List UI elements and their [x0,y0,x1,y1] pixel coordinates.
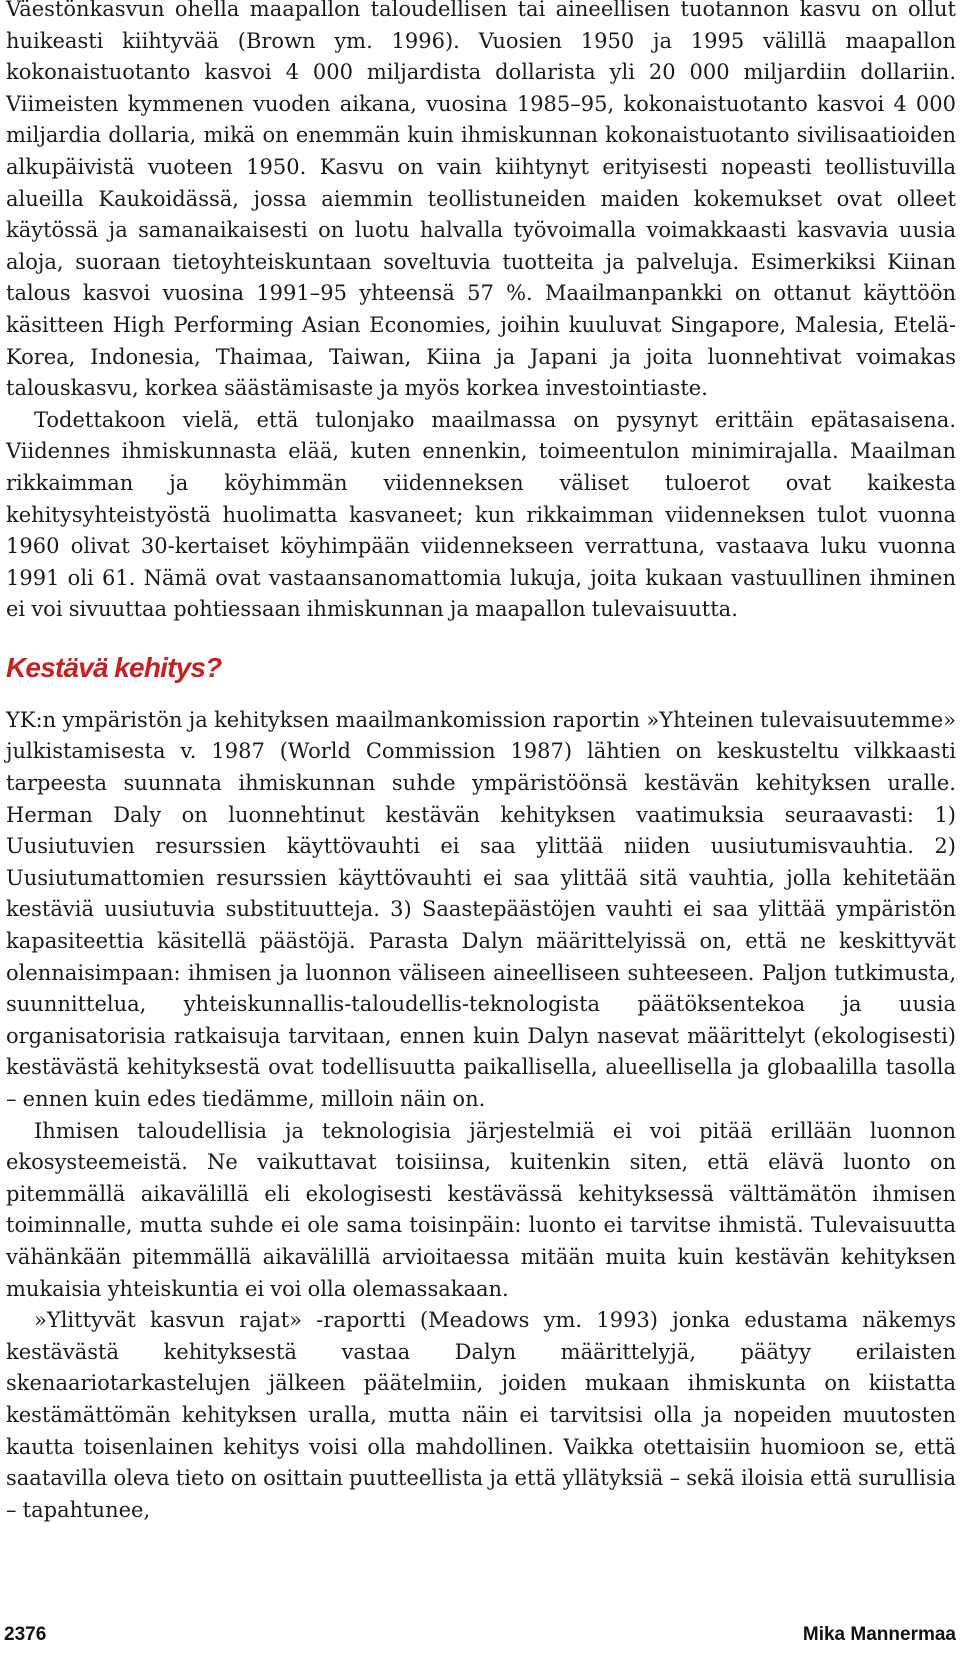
paragraph-population-growth: Väestönkasvun ohella maapallon taloudellisen tai aineellisen tuotannon kasvu on ollut huikeasti kiihtyvää (Brown ym. 1996). Vuosien 1950 ja 1995 välillä maapallon kokonaistuotanto kasvoi 4 000 miljardista dollarista yli 20 000 miljardiin dollariin. Viimeisten kymmenen vuoden aikana, vuosina 1985–95, kokonaistuotanto kasvoi 4 000 miljardia dollaria, mikä on enemmän kuin ihmiskunnan kokonaistuotanto sivilisaatioiden alkupäivistä vuoteen 1950. Kasvu on vain kiihtynyt erityisesti nopeasti teollistuvilla alueilla Kaukoidässä, jossa aiemmin teollistuneiden maiden kokemukset ovat olleet käytössä ja samanaikaisesti on luotu halvalla työvoimalla voimakkaasti kasvavia uusia aloja, suoraan tietoyhteiskuntaan soveltuvia tuotteita ja palveluja. Esimerkiksi Kiinan talous kasvoi vuosina 1991–95 yhteensä 57 %. Maailmanpankki on ottanut käyttöön käsitteen High Performing Asian Economies, joihin kuuluvat Singapore, Malesia, Etelä-Korea, Indonesia, Thaimaa, Taiwan, Kiina ja Japani ja joita luonnehtivat voimakas talouskasvu, korkea säästämisaste ja myös korkea investointiaste. [6,0,956,401]
paragraph-limits-to-growth: »Ylittyvät kasvun rajat» -raportti (Meadows ym. 1993) jonka edustama näkemys kestävästä kehityksestä vastaa Dalyn määrittelyjä, päätyy erilaisten skenaariotarkastelujen jälkeen päätelmiin, joiden mukaan ihmiskunta on kiistatta kestämättömän kehityksen uralla, mutta näin ei tarvitsisi olla ja nopeiden muutosten kautta toisenlainen kehitys voisi olla mahdollinen. Vaikka otettaisiin huomioon se, että saatavilla oleva tieto on osittain puutteellista ja että yllätyksiä – sekä iloisia että surullisia – tapahtunee, [6,1308,956,1522]
article-body [6,0,956,1526]
paragraph-ecosystems: Ihmisen taloudellisia ja teknologisia järjestelmiä ei voi pitää erillään luonnon ekosysteemeistä. Ne vaikuttavat toisiinsa, kuitenkin siten, että elävä luonto on pitemmällä aikavälillä eli ekologisesti kestävässä kehityksessä välttämätön ihmisen toiminnalle, mutta suhde ei ole sama toisinpäin: luonto ei tarvitse ihmistä. Tulevaisuutta vähänkään pitemmällä aikavälillä arvioitaessa mitään muita kuin kestävän kehityksen mukaisia yhteiskuntia ei voi olla olemassakaan. [6,1118,956,1301]
paragraph-sustainable-development: YK:n ympäristön ja kehityksen maailmankomission raportin »Yhteinen tulevaisuutemme» julkistamisesta v. 1987 (World Commission 1987) lähtien on keskusteltu vilkkaasti tarpeesta suunnata ihmiskunnan suhde ympäristöönsä kestävän kehityksen uralle. Herman Daly on luonnehtinut kestävän kehityksen vaatimuksia seuraavasti: 1) Uusiutuvien resurssien käyttövauhti ei saa ylittää niiden uusiutumisvauhtia. 2) Uusiutumattomien resurssien käyttövauhti ei saa ylittää sitä vauhtia, jolla kehitetään kestäviä uusiutuvia substituutteja. 3) Saastepäästöjen vauhti ei saa ylittää ympäristön kapasiteettia käsitellä päästöjä. Parasta Dalyn määrittelyissä on, että ne keskittyvät olennaisimpaan: ihmisen ja luonnon väliseen aineelliseen suhteeseen. Paljon tutkimusta, suunnittelua, yhteiskunnallis-taloudellis-teknologista päätöksentekoa ja uusia organisatorisia ratkaisuja tarvitaan, ennen kuin Dalyn nasevat määrittelyt (ekologisesti) kestävästä kehityksestä ovat todellisuutta paikallisella, alueellisella ja globaalilla tasolla – ennen kuin edes tiedämme, milloin näin on. [6,707,956,1111]
paragraph-income-distribution: Todettakoon vielä, että tulonjako maailmassa on pysynyt erittäin epätasaisena. Viidennes ihmiskunnasta elää, kuten ennenkin, toimeentulon minimirajalla. Maailman rikkaimman ja köyhimmän viidenneksen väliset tuloerot ovat kaikesta kehitysyhteistyöstä huolimatta kasvaneet; kun rikkaimman viidenneksen tulot vuonna 1960 olivat 30-kertaiset köyhimpään viidennekseen verrattuna, vastaava luku vuonna 1991 oli 61. Nämä ovat vastaansanomattomia lukuja, joita kukaan vastuullinen ihminen ei voi sivuuttaa pohtiessaan ihmiskunnan ja maapallon tulevaisuutta. [6,407,956,622]
section-heading: Kestävä kehitys? [6,651,222,683]
page-number: 2376 [4,1624,47,1645]
page-footer [0,1624,960,1654]
author-name: Mika Mannermaa [802,1624,956,1645]
